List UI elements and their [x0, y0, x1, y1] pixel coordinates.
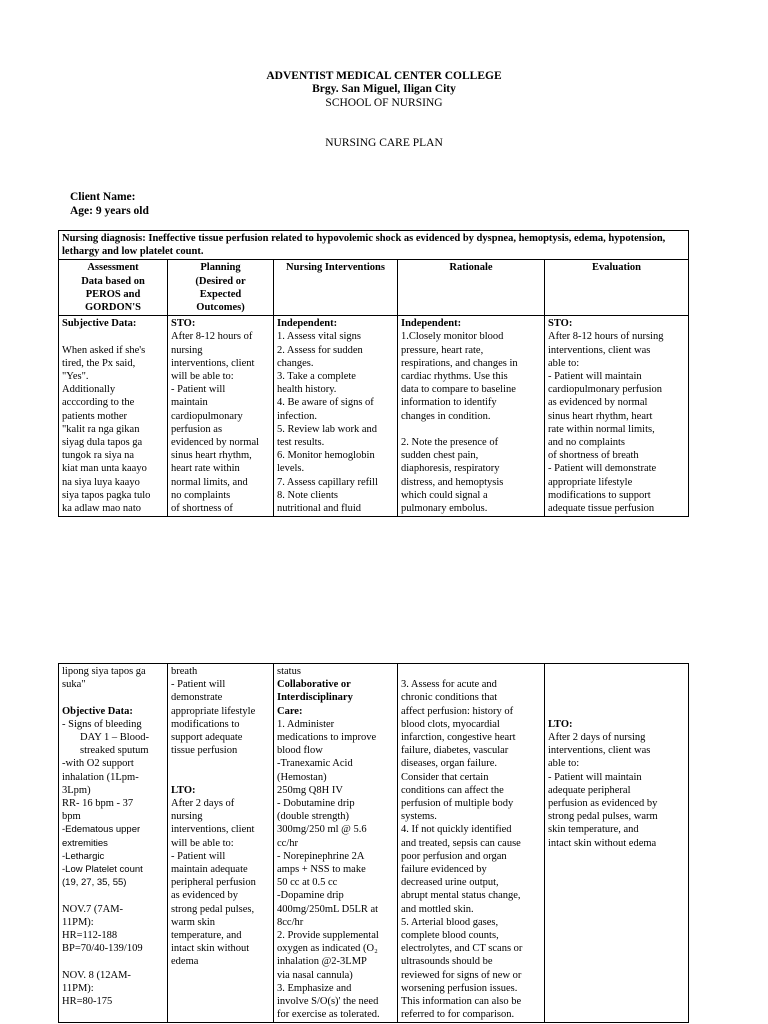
text-line: electrolytes, and CT scans or — [401, 943, 523, 955]
text-line — [62, 955, 164, 968]
text-line: kiat man unta kaayo — [62, 463, 147, 475]
text-line: patients mother — [62, 410, 128, 422]
text-line: modifications to support — [548, 489, 651, 501]
text-line: -with O2 support — [62, 758, 134, 770]
assessment-o2-rr — [62, 757, 164, 823]
text-line: changes. — [277, 357, 314, 369]
column-header-interventions — [274, 260, 398, 316]
planning-cell-continued — [168, 664, 274, 1023]
assessment-bleeding-detail — [62, 731, 164, 757]
text-line: LTO: — [171, 784, 196, 796]
text-line: Nursing Interventions — [286, 262, 385, 274]
text-line: 3. Emphasize and — [277, 982, 352, 994]
text-line: and no complaints — [548, 437, 625, 449]
text-line — [62, 330, 164, 343]
assessment-cell — [59, 316, 168, 517]
text-line: DAY 1 – Blood- — [80, 732, 149, 744]
text-line: - Patient will demonstrate — [548, 463, 657, 475]
text-line: STO: — [548, 318, 573, 330]
text-line: interventions, client was — [548, 745, 651, 757]
text-line: 3. Assess for acute and — [401, 679, 497, 691]
text-line: Independent: — [401, 318, 462, 330]
text-line: 3Lpm) — [62, 784, 91, 796]
assessment-edema-platelet — [62, 823, 164, 889]
text-line: conditions can affect the — [401, 784, 504, 796]
text-line: inhalation (1Lpm- — [62, 771, 139, 783]
text-line — [171, 771, 270, 784]
text-line: status — [277, 666, 301, 677]
text-line: modifications to — [171, 718, 240, 730]
text-line: PEROS and — [85, 288, 141, 300]
text-line: After 2 days of nursing — [548, 732, 646, 744]
text-line: 11PM): — [62, 916, 94, 928]
text-line: normal limits, and — [171, 476, 248, 488]
text-line: via nasal cannula) — [277, 969, 353, 981]
text-line: intact skin without — [171, 943, 250, 955]
plan-title: NURSING CARE PLAN — [325, 137, 443, 149]
text-line: adequate peripheral — [548, 784, 631, 796]
text-line: test results. — [277, 437, 325, 449]
text-line: which could signal a — [401, 489, 488, 501]
text-line: evidenced by normal — [171, 437, 260, 449]
text-line: -Edematous upper — [62, 824, 141, 836]
text-line: cc/hr — [277, 837, 298, 849]
text-line: 250mg Q8H IV — [277, 784, 343, 796]
text-line: sinus heart rhythm, — [171, 450, 252, 462]
client-name-label: Client Name: — [70, 191, 136, 203]
text-line: 5. Arterial blood gases, — [401, 916, 499, 928]
column-header-assessment — [59, 260, 168, 316]
text-line: siyag dula tapos ga — [62, 437, 143, 449]
text-line: - Norepinephrine 2A — [277, 850, 365, 862]
text-line: 300mg/250 ml @ 5.6 — [277, 824, 367, 836]
text-line: support adequate — [171, 732, 243, 744]
text-line: distress, and hemoptysis — [401, 476, 504, 488]
text-line: - Patient will — [171, 850, 226, 862]
text-line: blood clots, myocardial — [401, 718, 500, 730]
nursing-diagnosis: Nursing diagnosis: Ineffective tissue perfusion related to hypovolemic shock as evidenced by dyspnea, hemoptysis, edema, hypotension, lethargy and low platelet count. — [59, 231, 689, 260]
text-line: 8. Note clients — [277, 489, 338, 501]
text-line: changes in condition. — [401, 410, 491, 422]
text-line: ultrasounds should be — [401, 956, 493, 968]
assessment-objective-data — [62, 665, 164, 731]
text-line: LTO: — [548, 718, 573, 730]
evaluation-lto-text — [548, 731, 685, 850]
column-header-rationale — [398, 260, 545, 316]
text-line: Objective Data: — [62, 705, 133, 717]
text-line: pressure, heart rate, — [401, 344, 484, 356]
text-line: 1. Administer — [277, 718, 335, 730]
interventions-cell-continued — [274, 664, 398, 1023]
text-line: interventions, client — [171, 824, 255, 836]
interventions-status — [277, 665, 394, 678]
text-line: Data based on — [81, 275, 145, 287]
text-line: referred to for comparison. — [401, 1009, 515, 1021]
text-line: 4. If not quickly identified — [401, 824, 512, 836]
text-line: 3. Take a complete — [277, 371, 356, 383]
text-line: oxygen as indicated (O₂ — [277, 943, 378, 955]
text-line: Interdisciplinary — [277, 692, 353, 704]
text-line: GORDON'S — [84, 302, 141, 314]
text-line — [548, 691, 685, 704]
text-line: medications to improve — [277, 732, 377, 744]
text-line: worsening perfusion issues. — [401, 982, 518, 994]
text-line: 6. Monitor hemoglobin — [277, 450, 375, 462]
text-line: STO: — [171, 318, 196, 330]
text-line: blood flow — [277, 745, 323, 757]
text-line: 4. Be aware of signs of — [277, 397, 374, 409]
text-line: interventions, client — [171, 357, 255, 369]
text-line: sinus heart rhythm, heart — [548, 410, 653, 422]
text-line: failure, diabetes, vascular — [401, 745, 509, 757]
text-line — [548, 705, 685, 718]
text-line: diseases, organ failure. — [401, 758, 498, 770]
text-line: Expected — [199, 288, 242, 300]
text-line: intact skin without edema — [548, 837, 657, 849]
text-line: "kalit ra nga gikan — [62, 423, 140, 435]
text-line: -Low Platelet count — [62, 864, 143, 876]
text-line: ka adlaw mao nato — [62, 503, 142, 515]
text-line — [401, 423, 541, 436]
text-line: cardiopulmonary — [171, 410, 243, 422]
column-header-evaluation — [545, 260, 689, 316]
text-line: of shortness of breath — [548, 450, 639, 462]
text-line: 11PM): — [62, 982, 94, 994]
text-line: perfusion as — [171, 423, 223, 435]
text-line: infarction, congestive heart — [401, 732, 516, 744]
text-line: Subjective Data: — [62, 318, 137, 330]
text-line: heart rate within — [171, 463, 240, 475]
interventions-collaborative-heading — [277, 678, 394, 718]
text-line: nursing — [171, 811, 203, 823]
text-line: affect perfusion: history of — [401, 705, 514, 717]
care-plan-table-page1 — [58, 230, 689, 517]
text-line: After 8-12 hours of nursing — [548, 331, 664, 343]
text-line: chronic conditions that — [401, 692, 498, 704]
text-line: tissue perfusion — [171, 745, 238, 757]
text-line: 2. Provide supplemental — [277, 930, 379, 942]
text-line: - Patient will maintain — [548, 771, 642, 783]
text-line — [62, 889, 164, 902]
text-line: - Patient will — [171, 679, 226, 691]
text-line: able to: — [548, 758, 580, 770]
text-line: and mottled skin. — [401, 903, 474, 915]
text-line — [548, 678, 685, 691]
text-line: cardiopulmonary perfusion — [548, 384, 663, 396]
text-line: peripheral perfusion — [171, 877, 256, 889]
text-line: sudden chest pain, — [401, 450, 479, 462]
text-line: temperature, and — [171, 930, 242, 942]
text-line: as evidenced by — [171, 890, 239, 902]
text-line: Assessment — [87, 262, 139, 274]
text-line: - Patient will maintain — [548, 371, 642, 383]
text-line: infection. — [277, 410, 317, 422]
text-line: lipong siya tapos ga — [62, 666, 146, 677]
text-line: Outcomes) — [196, 302, 245, 314]
text-line: tired, the Px said, — [62, 357, 136, 369]
text-line: and treated, sepsis can cause — [401, 837, 521, 849]
text-line: diaphoresis, respiratory — [401, 463, 500, 475]
text-line: for exercise as tolerated. — [277, 1009, 380, 1021]
text-line — [401, 665, 541, 678]
text-line: abrupt mental status change, — [401, 890, 521, 902]
evaluation-cell — [545, 316, 689, 517]
text-line: reviewed for signs of new or — [401, 969, 522, 981]
client-age: Age: 9 years old — [70, 204, 149, 217]
text-line: 400mg/250mL D5LR at — [277, 903, 379, 915]
text-line: BP=70/40-139/109 — [62, 943, 143, 955]
text-line: 2. Note the presence of — [401, 437, 499, 449]
text-line: na siya luya kaayo — [62, 476, 140, 488]
text-line: will be able to: — [171, 837, 234, 849]
text-line: - Dobutamine drip — [277, 798, 355, 810]
text-line: maintain — [171, 397, 208, 409]
text-line: HR=112-188 — [62, 930, 118, 942]
text-line: (19, 27, 35, 55) — [62, 877, 127, 889]
text-line: -Tranexamic Acid — [277, 758, 353, 770]
text-line: siya tapos pagka tulo — [62, 489, 151, 501]
text-line: 2. Assess for sudden — [277, 344, 363, 356]
text-line: failure evidenced by — [401, 864, 487, 876]
care-plan-table-page2 — [58, 663, 689, 1023]
evaluation-lto-heading — [548, 718, 685, 731]
text-line: 8cc/hr — [277, 916, 304, 928]
text-line: systems. — [401, 811, 437, 823]
text-line: amps + NSS to make — [277, 864, 366, 876]
text-line: demonstrate — [171, 692, 223, 704]
text-line: streaked sputum — [80, 745, 149, 757]
college-address: Brgy. San Miguel, Iligan City — [312, 83, 456, 95]
text-line: Independent: — [277, 318, 338, 330]
school-name: SCHOOL OF NURSING — [325, 97, 443, 109]
text-line: extremities — [62, 837, 108, 849]
text-line: HR=80-175 — [62, 996, 113, 1008]
text-line: health history. — [277, 384, 337, 396]
text-line: adequate tissue perfusion — [548, 503, 655, 515]
text-line: of shortness of — [171, 503, 233, 515]
text-line: decreased urine output, — [401, 877, 499, 889]
text-line: RR- 16 bpm - 37 — [62, 798, 134, 810]
text-line: Additionally — [62, 384, 116, 396]
client-info — [70, 191, 149, 218]
text-line: "Yes". — [62, 371, 89, 383]
text-line — [62, 691, 164, 704]
text-line: levels. — [277, 463, 305, 475]
text-line — [548, 665, 685, 678]
text-line: poor perfusion and organ — [401, 850, 507, 862]
text-line: acccording to the — [62, 397, 135, 409]
text-line: nursing — [171, 344, 203, 356]
evaluation-cell-continued — [545, 664, 689, 1023]
text-line: 1.Closely monitor blood — [401, 331, 504, 343]
college-name: ADVENTIST MEDICAL CENTER COLLEGE — [266, 70, 502, 82]
interventions-collaborative-list — [277, 718, 394, 1022]
text-line: breath — [171, 666, 198, 677]
text-line: - Patient will — [171, 384, 226, 396]
text-line: (Hemostan) — [277, 771, 327, 783]
assessment-vitals — [62, 889, 164, 1008]
text-line: 1. Assess vital signs — [277, 331, 362, 343]
text-line: appropriate lifestyle — [548, 476, 633, 488]
text-line: This information can also be — [401, 996, 522, 1008]
text-line: After 8-12 hours of — [171, 331, 253, 343]
text-line: - Signs of bleeding — [62, 718, 142, 730]
text-line: NOV. 8 (12AM- — [62, 969, 131, 981]
text-line: Consider that certain — [401, 771, 489, 783]
text-line: Planning — [200, 262, 241, 274]
text-line: able to: — [548, 357, 580, 369]
text-line: nutritional and fluid — [277, 503, 361, 515]
text-line: (double strength) — [277, 811, 350, 823]
text-line: no complaints — [171, 489, 231, 501]
text-line: Evaluation — [592, 262, 642, 274]
evaluation-spacer — [548, 665, 685, 718]
text-line: (Desired or — [195, 275, 246, 287]
text-line: skin temperature, and — [548, 824, 639, 836]
planning-cell — [168, 316, 274, 517]
text-line: strong pedal pulses, warm — [548, 811, 658, 823]
text-line: data to compare to baseline — [401, 384, 516, 396]
text-line: -Dopamine drip — [277, 890, 344, 902]
text-line: -Lethargic — [62, 850, 105, 862]
text-line: information to identify — [401, 397, 497, 409]
text-line: complete blood counts, — [401, 930, 499, 942]
text-line — [171, 757, 270, 770]
text-line: 7. Assess capillary refill — [277, 476, 378, 488]
text-line: NOV.7 (7AM- — [62, 903, 124, 915]
text-line: perfusion as evidenced by — [548, 798, 658, 810]
text-line: maintain adequate — [171, 864, 248, 876]
text-line: tungok ra siya na — [62, 450, 135, 462]
text-line: respirations, and changes in — [401, 357, 518, 369]
text-line: pulmonary embolus. — [401, 503, 488, 515]
text-line: involve S/O(s)' the need — [277, 996, 379, 1008]
text-line: suka" — [62, 679, 86, 691]
text-line: After 2 days of — [171, 798, 235, 810]
text-line: 5. Review lab work and — [277, 423, 378, 435]
interventions-cell — [274, 316, 398, 517]
text-line: 50 cc at 0.5 cc — [277, 877, 338, 889]
text-line: perfusion of multiple body — [401, 798, 514, 810]
text-line: warm skin — [171, 916, 216, 928]
assessment-cell-continued — [59, 664, 168, 1023]
text-line: cardiac rhythms. Use this — [401, 371, 508, 383]
text-line: strong pedal pulses, — [171, 903, 255, 915]
text-line: When asked if she's — [62, 344, 146, 356]
rationale-cell-continued — [398, 664, 545, 1023]
text-line: Collaborative or — [277, 679, 351, 691]
text-line: Care: — [277, 705, 303, 717]
text-line: appropriate lifestyle — [171, 705, 256, 717]
text-line: bpm — [62, 811, 81, 823]
text-line: interventions, client was — [548, 344, 651, 356]
text-line: edema — [171, 956, 199, 968]
rationale-cell — [398, 316, 545, 517]
text-line: as evidenced by normal — [548, 397, 648, 409]
text-line: will be able to: — [171, 371, 234, 383]
text-line: inhalation @2-3LMP — [277, 956, 367, 968]
text-line: rate within normal limits, — [548, 423, 655, 435]
text-line: Rationale — [449, 262, 493, 274]
column-header-planning — [168, 260, 274, 316]
